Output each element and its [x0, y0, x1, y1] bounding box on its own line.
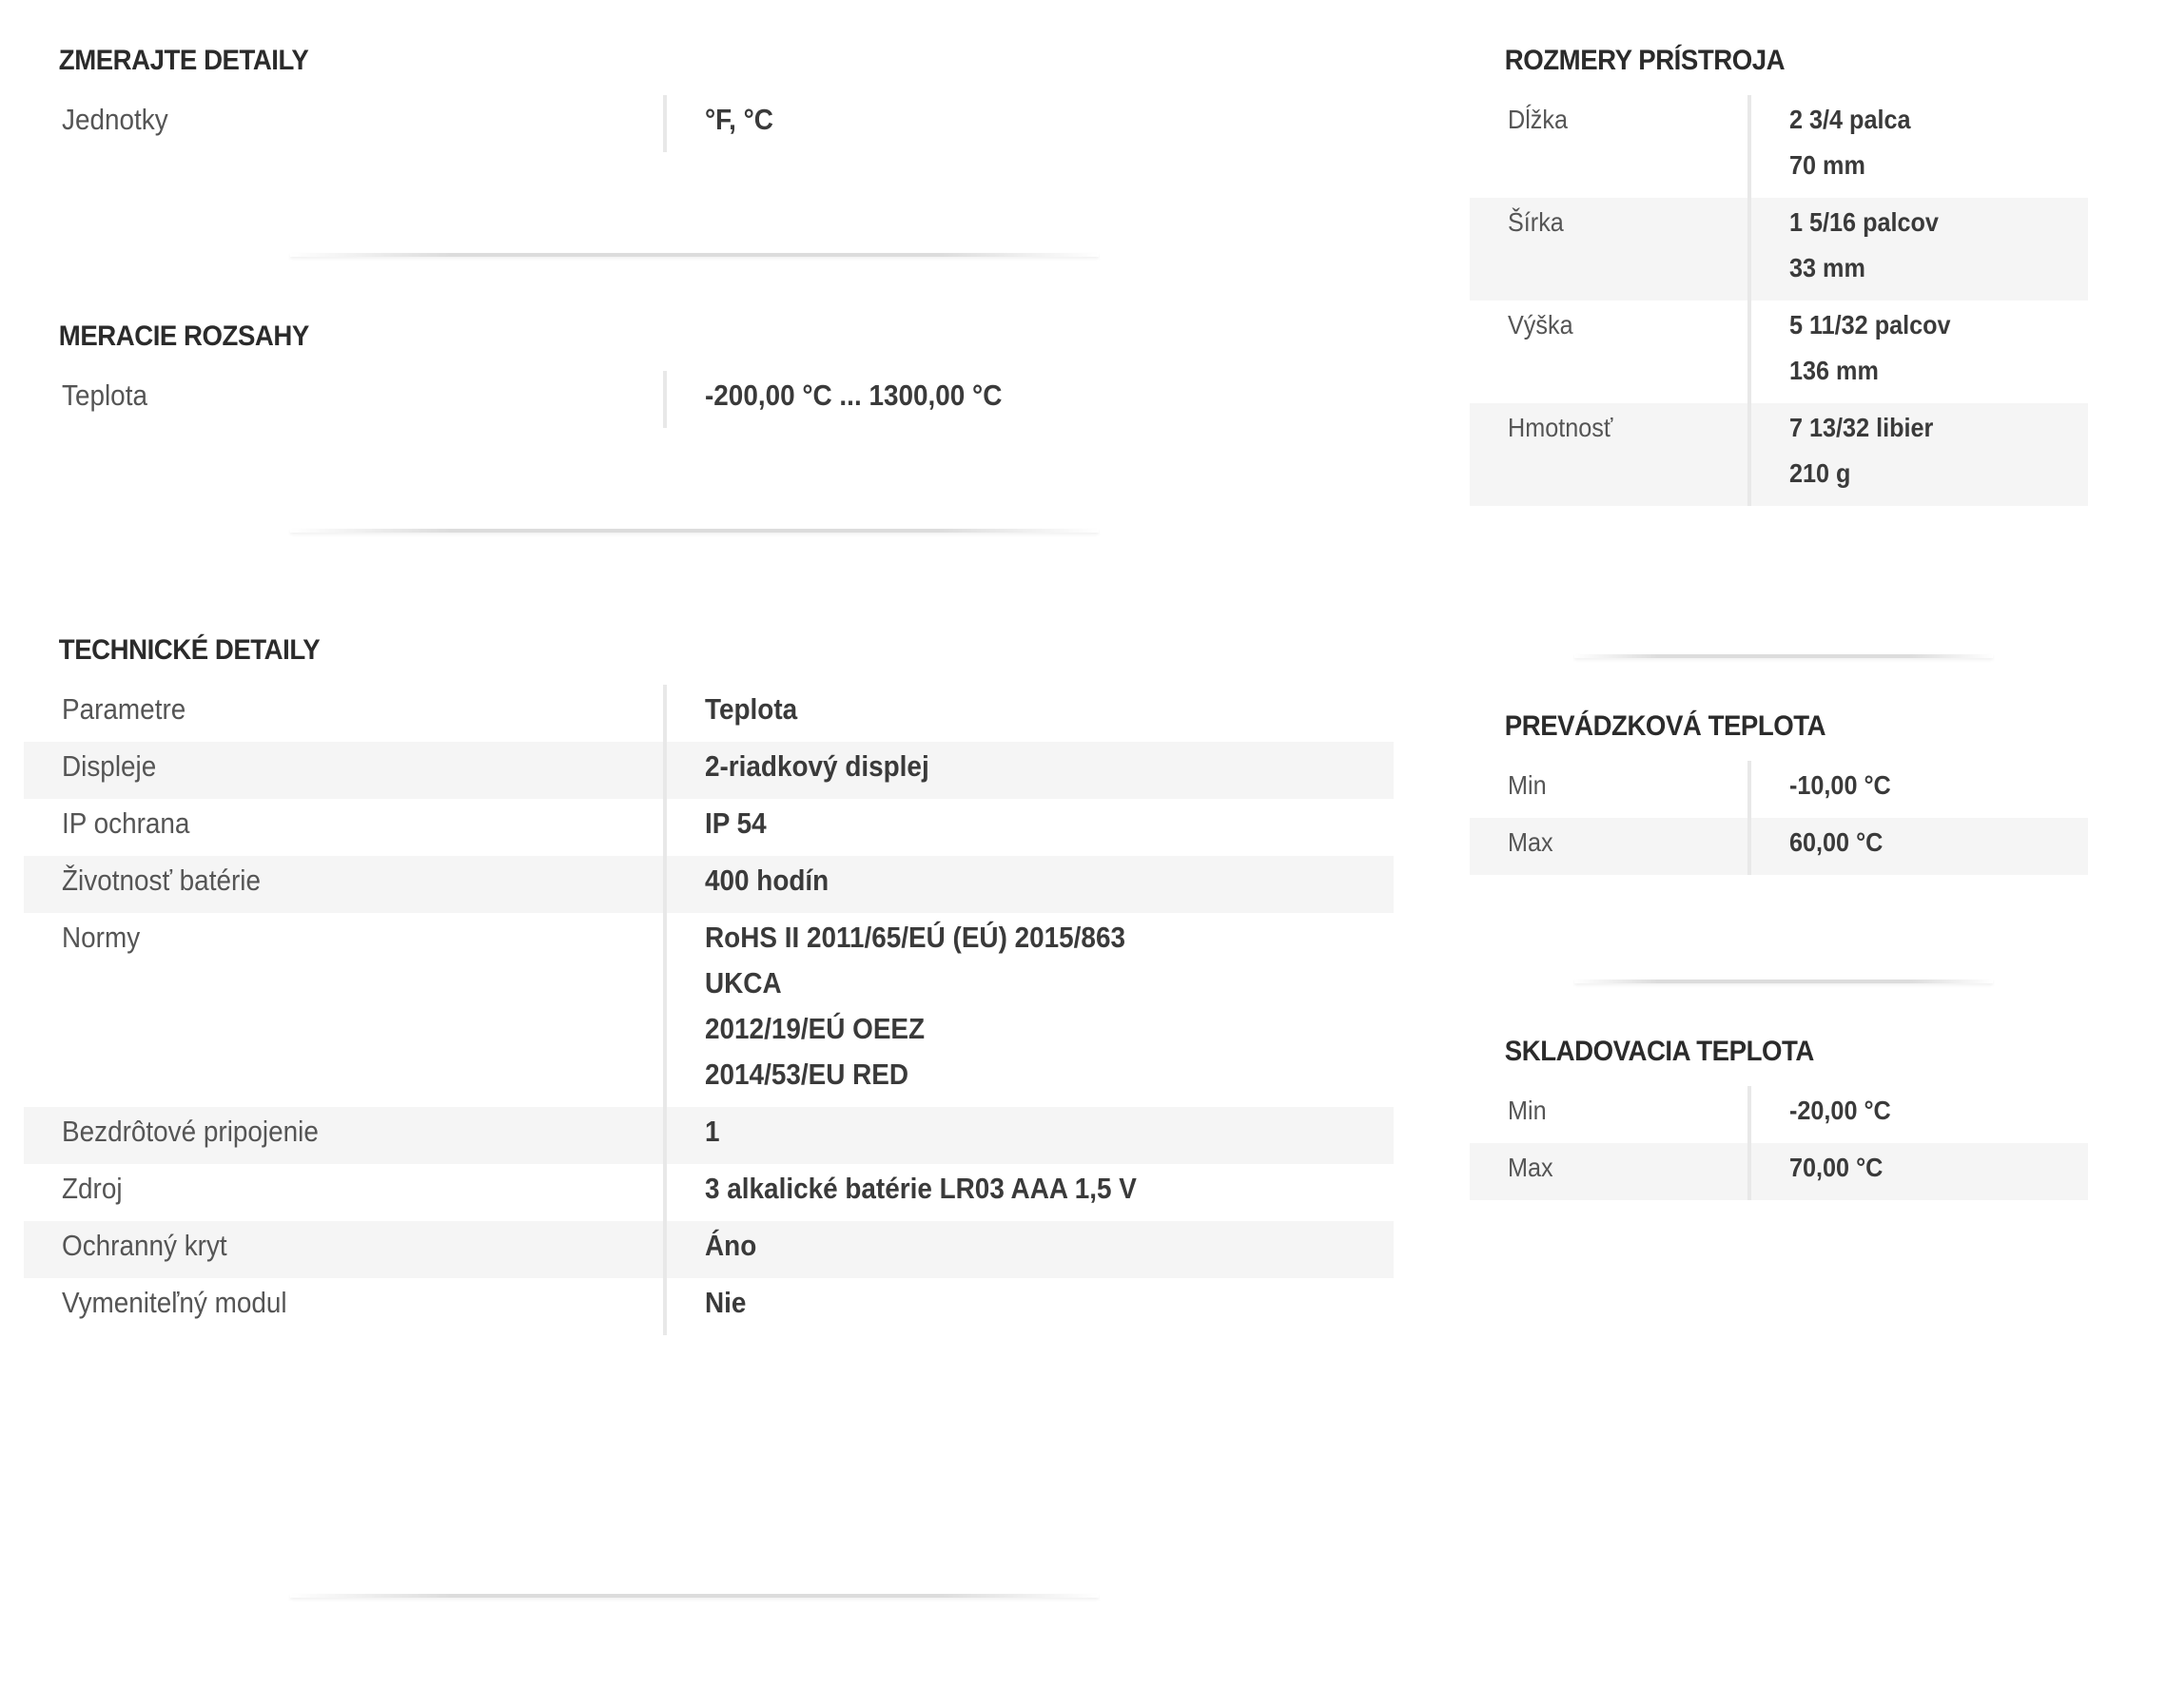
spec-row-min — [1470, 1086, 2088, 1143]
spec-table — [24, 95, 1394, 152]
spec-table — [1470, 1086, 2088, 1200]
spec-value: 5 11/32 palcov 136 mm — [1789, 310, 1951, 385]
spec-value: -10,00 °C — [1789, 770, 1891, 800]
spec-value: 60,00 °C — [1749, 818, 2088, 875]
section-title: PREVÁDZKOVÁ TEPLOTA — [1504, 710, 1826, 742]
spec-label: Šírka — [1470, 198, 1749, 301]
spec-row-max — [1470, 818, 2088, 875]
spec-row — [24, 685, 1394, 742]
spec-row — [24, 1107, 1394, 1164]
spec-value: 400 hodín — [665, 856, 1394, 913]
spec-table — [24, 685, 1394, 1335]
spec-label: Výška — [1470, 301, 1749, 403]
section-divider — [1574, 980, 1993, 983]
spec-row — [24, 1278, 1394, 1335]
spec-label: Vymeniteľný modul — [24, 1278, 665, 1335]
spec-label: Dĺžka — [1470, 95, 1749, 198]
storage-temperature-section — [1470, 1031, 2088, 1200]
section-divider — [290, 1594, 1099, 1598]
spec-row — [1470, 301, 2088, 403]
spec-label: Jednotky — [24, 95, 665, 152]
spec-row — [24, 1164, 1394, 1221]
spec-label: IP ochrana — [24, 799, 665, 856]
spec-row — [1470, 95, 2088, 198]
spec-label: Displeje — [24, 742, 665, 799]
spec-label: Zdroj — [24, 1164, 665, 1221]
spec-table — [24, 371, 1394, 428]
spec-value: 2 3/4 palca 70 mm — [1789, 105, 1911, 180]
section-title: ZMERAJTE DETAILY — [58, 45, 309, 76]
spec-row — [24, 1221, 1394, 1278]
spec-value: Áno — [665, 1221, 1394, 1278]
spec-label: Min — [1470, 1086, 1749, 1143]
spec-row-max — [1470, 1143, 2088, 1200]
spec-value: 1 — [665, 1107, 1394, 1164]
section-divider — [290, 529, 1099, 533]
spec-row — [1470, 403, 2088, 506]
spec-value: 7 13/32 libier 210 g — [1749, 403, 2088, 506]
spec-row — [24, 913, 1394, 1107]
section-title: TECHNICKÉ DETAILY — [58, 634, 321, 666]
spec-row-min — [1470, 761, 2088, 818]
spec-value: -20,00 °C — [1789, 1096, 1891, 1125]
spec-row-temperature — [24, 371, 1394, 428]
spec-value: IP 54 — [705, 806, 767, 840]
spec-label: Ochranný kryt — [24, 1221, 665, 1278]
spec-row — [24, 799, 1394, 856]
operating-temperature-section — [1470, 706, 2088, 875]
spec-value: Teplota — [705, 692, 798, 726]
section-title: MERACIE ROZSAHY — [58, 320, 309, 352]
spec-value: 3 alkalické batérie LR03 AAA 1,5 V — [705, 1172, 1137, 1205]
section-divider — [290, 253, 1099, 257]
spec-value: 2-riadkový displej — [665, 742, 1394, 799]
spec-label: Životnosť batérie — [24, 856, 665, 913]
measuring-ranges-section — [24, 316, 1394, 428]
spec-value: °F, °C — [705, 103, 773, 136]
spec-value: RoHS II 2011/65/EÚ (EÚ) 2015/863 UKCA 2012/19/EÚ OEEZ 2014/53/EU RED — [705, 921, 1125, 1091]
spec-label: Max — [1470, 818, 1749, 875]
spec-row — [1470, 198, 2088, 301]
spec-table — [1470, 95, 2088, 506]
spec-value: 70,00 °C — [1749, 1143, 2088, 1200]
spec-label: Max — [1470, 1143, 1749, 1200]
spec-row — [24, 742, 1394, 799]
device-dimensions-section — [1470, 40, 2088, 506]
spec-label: Bezdrôtové pripojenie — [24, 1107, 665, 1164]
section-title: ROZMERY PRÍSTROJA — [1504, 45, 1786, 76]
spec-value: -200,00 °C ... 1300,00 °C — [705, 378, 1003, 412]
spec-value: 1 5/16 palcov 33 mm — [1749, 198, 2088, 301]
section-divider — [1574, 654, 1993, 658]
section-title: SKLADOVACIA TEPLOTA — [1504, 1036, 1814, 1067]
spec-row-units — [24, 95, 1394, 152]
spec-label: Parametre — [24, 685, 665, 742]
spec-label: Teplota — [24, 371, 665, 428]
spec-table — [1470, 761, 2088, 875]
measure-details-section — [24, 40, 1394, 152]
spec-row — [24, 856, 1394, 913]
spec-label: Hmotnosť — [1470, 403, 1749, 506]
technical-details-section — [24, 630, 1394, 1335]
spec-label: Normy — [24, 913, 665, 1107]
spec-label: Min — [1470, 761, 1749, 818]
spec-value: Nie — [705, 1286, 747, 1319]
